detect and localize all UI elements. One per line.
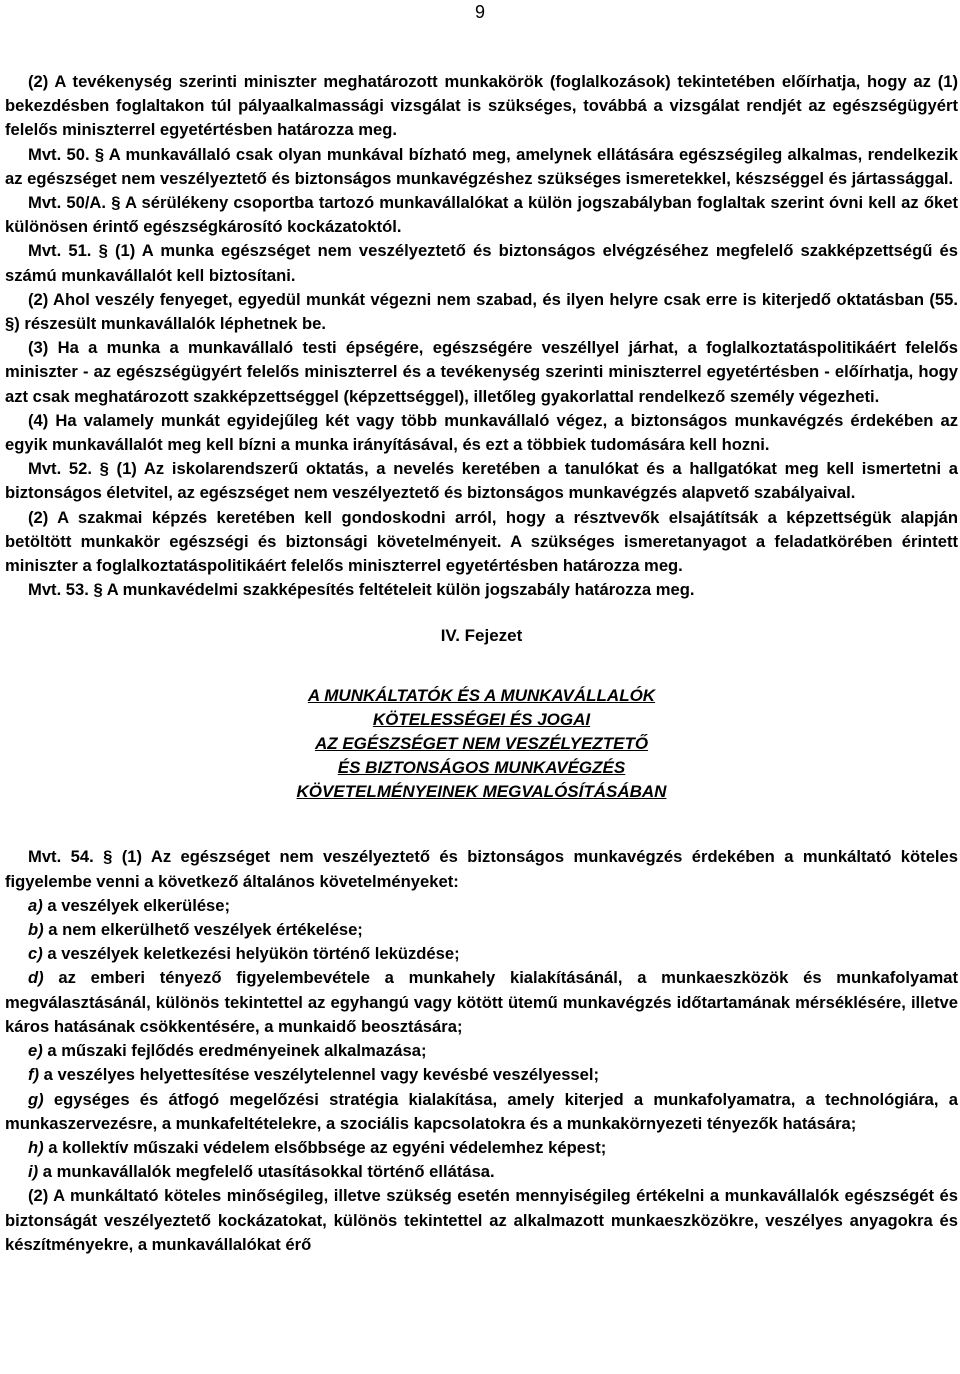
paragraph-mvt-51-1: Mvt. 51. § (1) A munka egészséget nem veszélyeztető és biztonságos elvégzéséhez megfelelő szakképzettségű és számú munkavállalót kell biztosítani. (5, 241, 958, 285)
list-item (5, 1039, 958, 1063)
chapter-number: IV. Fejezet (440, 626, 523, 646)
paragraph-mvt-54-2: (2) A munkáltató köteles minőségileg, illetve szükség esetén mennyiségileg értékelni a munkavállalók egészségét és biztonságát veszélyeztető kockázatokat, különös tekintettel az alkalmazott munkaeszközökre, veszélyes anyagokra és készítményekre, a munkavállalókat érő (5, 1186, 958, 1254)
list-item (5, 1136, 958, 1160)
list-item (5, 1063, 958, 1087)
list-item-text: a veszélyes helyettesítése veszélytelennel vagy kevésbé veszélyessel; (39, 1065, 600, 1085)
list-item-text: a műszaki fejlődés eredményeinek alkalmazása; (42, 1041, 427, 1061)
list-item-text: az emberi tényező figyelembevétele a munkahely kialakításánál, a munkaeszközök és munkafolyamat megválasztásánál, különös tekintettel az egyhangú vagy kötött ütemű munkavégzés időtartamának mérséklésére, illetve káros hatásának csökkentésére, a munkaidő beosztására; (5, 968, 958, 1036)
list-item-text: a veszélyek elkerülése; (42, 895, 231, 915)
paragraph-mvt-51-3: (3) Ha a munka a munkavállaló testi épségére, egészségére veszéllyel járhat, a foglalkoztatáspolitikáért felelős miniszter - az egészségügyért felelős miniszterrel és a tevékenység szerinti miniszterrel egyetértésben - előírhatja, hogy azt csak meghatározott szakképzettséggel (képzettséggel), illetőleg gyakorlattal rendelkező személy végezheti. (5, 338, 958, 406)
list-item (5, 942, 958, 966)
list-item-letter: g) (28, 1089, 44, 1109)
chapter-title (5, 684, 958, 804)
paragraph-mvt-50: Mvt. 50. § A munkavállaló csak olyan munkával bízható meg, amelynek ellátására egészségileg alkalmas, rendelkezik az egészséget nem veszélyeztető és biztonságos munkavégzéshez szükséges ismeretekkel, készséggel és jártassággal. (5, 144, 958, 188)
list-item-letter: d) (28, 968, 44, 988)
list-item-letter: f) (28, 1065, 40, 1085)
list-item (5, 966, 958, 1039)
chapter-title-line: KÖTELESSÉGEI ÉS JOGAI (372, 710, 591, 730)
list-item (5, 1088, 958, 1136)
document-body (5, 70, 958, 1257)
list-item-text: egységes és átfogó megelőzési stratégia kialakítása, amely kiterjed a munkafolyamatra, a technológiára, a munkaszervezésre, a munkafeltételekre, a szociális kapcsolatokra és a munkakörnyezeti tényezők hatására; (5, 1089, 958, 1133)
paragraph-mvt-52-1: Mvt. 52. § (1) Az iskolarendszerű oktatás, a nevelés keretében a tanulókat és a hallgatókat meg kell ismertetni a biztonságos életvitel, az egészséget nem veszélyeztető és biztonságos munkavégzés alapvető szabályaival. (5, 459, 958, 503)
list-item-letter: b) (28, 920, 44, 940)
chapter-title-line: KÖVETELMÉNYEINEK MEGVALÓSÍTÁSÁBAN (296, 782, 667, 802)
list-item-letter: c) (28, 944, 43, 964)
chapter-title-line: ÉS BIZTONSÁGOS MUNKAVÉGZÉS (337, 758, 626, 778)
paragraph-mvt-50a: Mvt. 50/A. § A sérülékeny csoportba tartozó munkavállalókat a külön jogszabályban foglaltak szerint óvni kell az őket különösen érintő egészségkárosító kockázatoktól. (5, 193, 958, 237)
list-item-letter: h) (28, 1137, 44, 1157)
paragraph-mvt-53: Mvt. 53. § A munkavédelmi szakképesítés feltételeit külön jogszabály határozza meg. (28, 580, 695, 600)
page-number: 9 (474, 2, 485, 22)
list-item-text: a munkavállalók megfelelő utasításokkal történő ellátása. (38, 1162, 495, 1182)
paragraph-mvt-49-2: (2) A tevékenység szerinti miniszter meghatározott munkakörök (foglalkozások) tekintetében előírhatja, hogy az (1) bekezdésben foglaltakon túl pályaalkalmassági vizsgálat is szükséges, továbbá a vizsgálat rendjét az egészségügyért felelős miniszterrel egyetértésben határozza meg. (5, 72, 958, 140)
list-item (5, 1160, 958, 1184)
chapter-title-line: A MUNKÁLTATÓK ÉS A MUNKAVÁLLALÓK (307, 686, 656, 706)
list-item-letter: e) (28, 1041, 43, 1061)
list-item (5, 894, 958, 918)
paragraph-mvt-51-4: (4) Ha valamely munkát egyidejűleg két vagy több munkavállaló végez, a biztonságos munkavégzés érdekében az egyik munkavállalót meg kell bízni a munka irányításával, és ezt a többiek tudomására kell hozni. (5, 410, 958, 455)
list-item-letter: a) (28, 895, 43, 915)
list-item-text: a veszélyek keletkezési helyükön történő leküzdése; (42, 944, 460, 964)
paragraph-mvt-52-2: (2) A szakmai képzés keretében kell gondoskodni arról, hogy a résztvevők elsajátítsák a képzettségük alapján betöltött munkakör egészségi és biztonsági követelményeit. A szükséges ismeretanyagot a feladatkörében érintett miniszter a foglalkoztatáspolitikáért felelős miniszterrel egyetértésben határozza meg. (5, 507, 958, 576)
paragraph-mvt-51-2: (2) Ahol veszély fenyeget, egyedül munkát végezni nem szabad, és ilyen helyre csak erre is kiterjedő oktatásban (55. §) részesült munkavállalók léphetnek be. (5, 289, 958, 334)
paragraph-mvt-54-1: Mvt. 54. § (1) Az egészséget nem veszélyeztető és biztonságos munkavégzés érdekében a munkáltató köteles figyelembe venni a következő általános követelményeket: (5, 847, 958, 891)
list-item-letter: i) (28, 1162, 39, 1182)
chapter-title-line: AZ EGÉSZSÉGET NEM VESZÉLYEZTETŐ (314, 734, 649, 754)
list-item-text: a kollektív műszaki védelem elsőbbsége az egyéni védelemhez képest; (43, 1137, 607, 1157)
list-item (5, 918, 958, 942)
list-item-text: a nem elkerülhető veszélyek értékelése; (43, 920, 363, 940)
